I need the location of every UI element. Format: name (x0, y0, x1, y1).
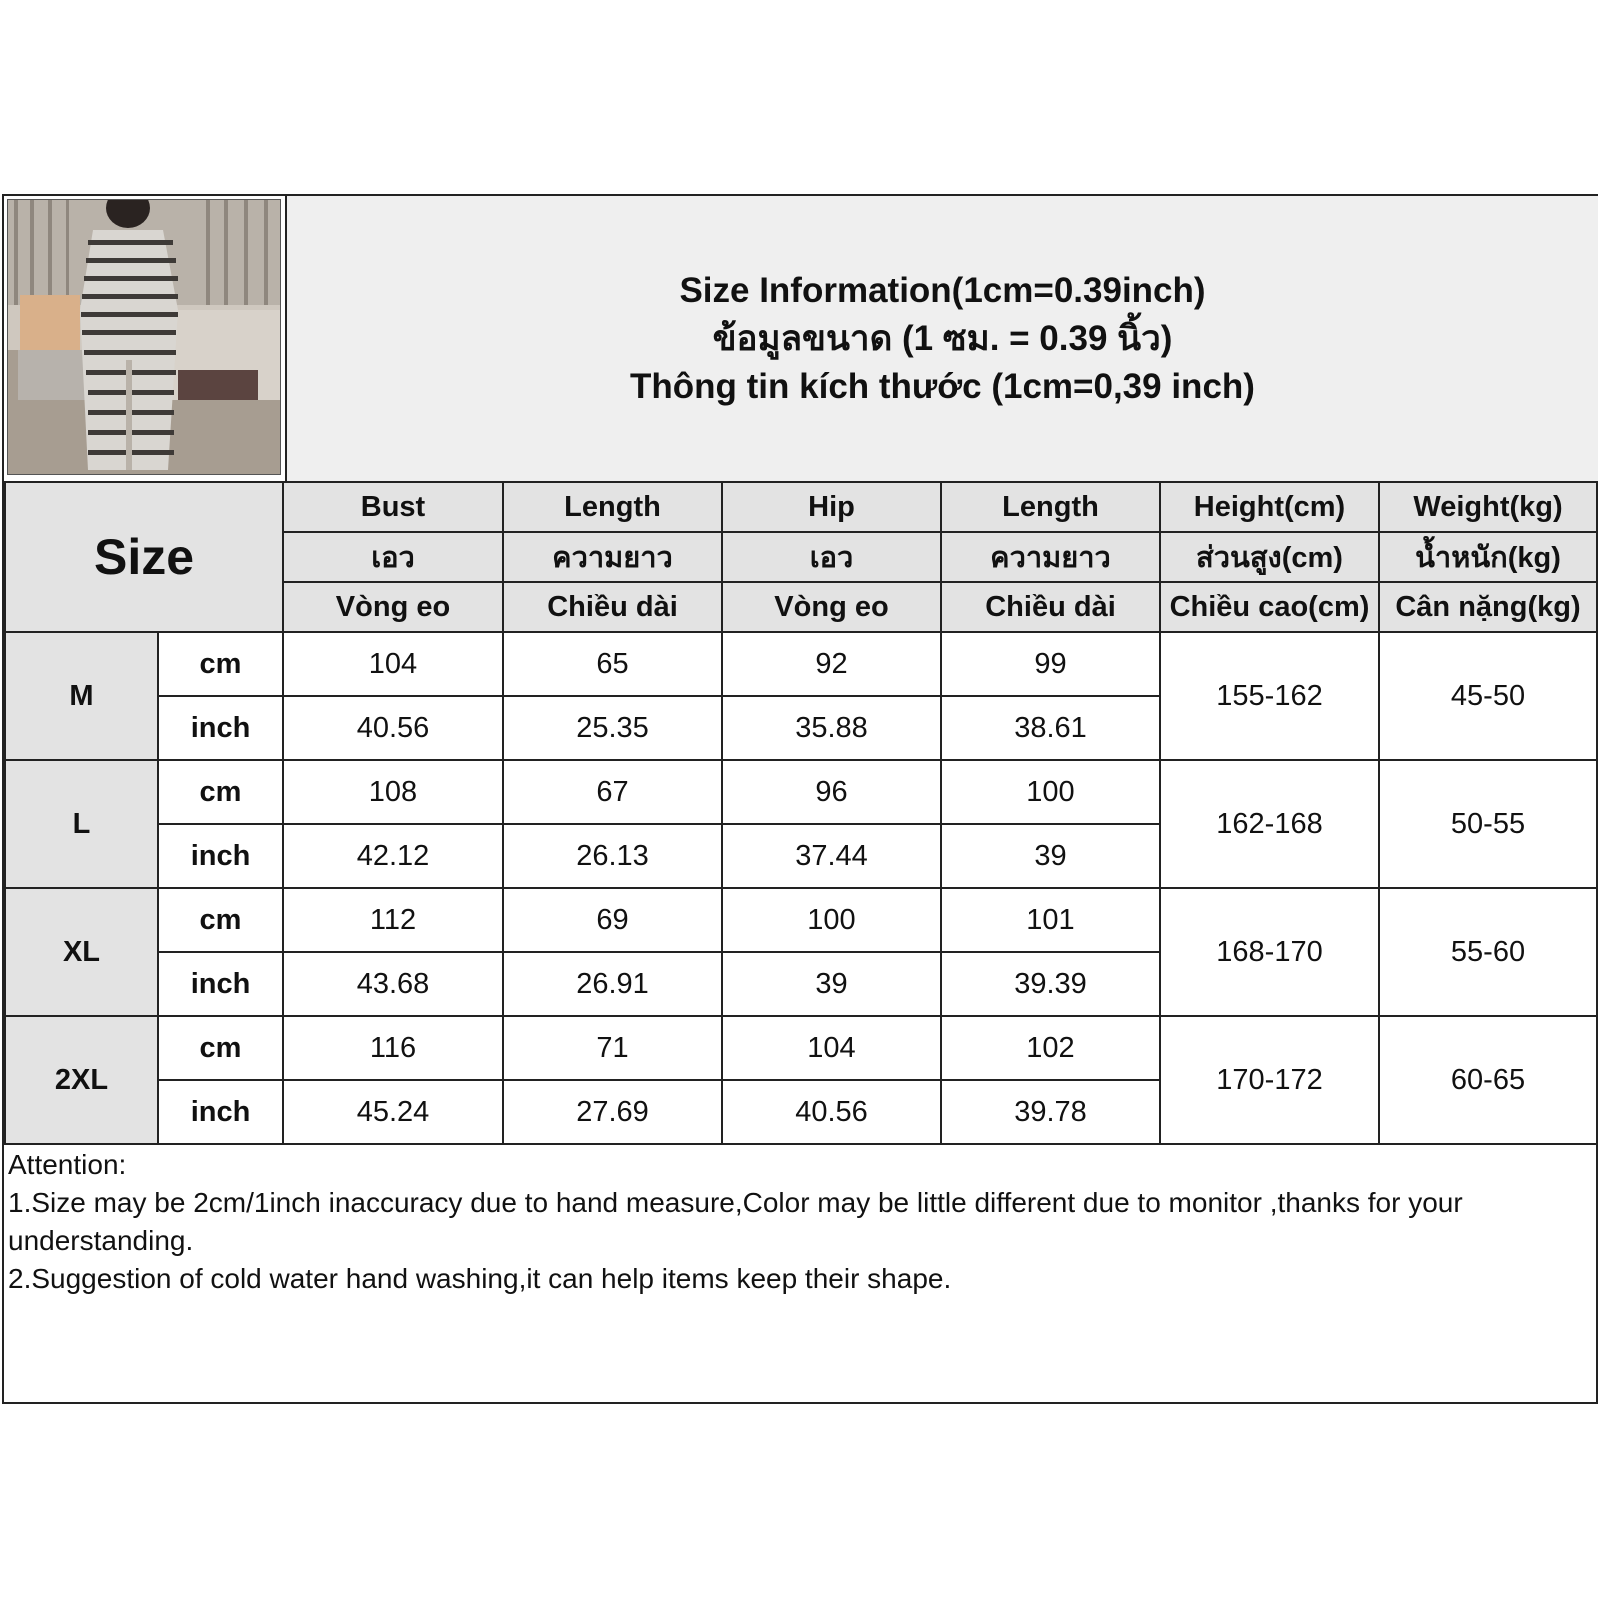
table-row (5, 760, 1597, 824)
note-item: 1.Size may be 2cm/1inch inaccuracy due to hand measure,Color may be little different due to monitor ,thanks for your understanding. (8, 1187, 1463, 1256)
col-length2-vi: Chiều dài (941, 582, 1160, 632)
notes-heading: Attention: (8, 1149, 127, 1180)
table-cell: 99 (941, 632, 1160, 696)
table-cell: 112 (283, 888, 503, 952)
col-bust-en: Bust (283, 482, 503, 532)
table-cell: 25.35 (503, 696, 722, 760)
header-row-english (5, 482, 1597, 532)
table-cell: 26.13 (503, 824, 722, 888)
unit-cm: cm (158, 632, 283, 696)
size-information-title (285, 196, 1598, 481)
unit-inch: inch (158, 696, 283, 760)
table-cell: 69 (503, 888, 722, 952)
col-hip-en: Hip (722, 482, 941, 532)
table-cell: 39.39 (941, 952, 1160, 1016)
table-cell: 38.61 (941, 696, 1160, 760)
product-photo-image (8, 200, 280, 474)
table-cell: 65 (503, 632, 722, 696)
table-cell: 27.69 (503, 1080, 722, 1144)
col-hip-th: เอว (722, 532, 941, 582)
table-cell: 96 (722, 760, 941, 824)
table-cell: 26.91 (503, 952, 722, 1016)
note-item: 2.Suggestion of cold water hand washing,it can help items keep their shape. (8, 1263, 952, 1294)
col-hip-vi: Vòng eo (722, 582, 941, 632)
size-label-2xl: 2XL (5, 1016, 158, 1144)
size-header: Size (5, 482, 283, 632)
attention-notes (8, 1146, 1588, 1298)
col-length-en: Length (503, 482, 722, 532)
table-cell: 104 (722, 1016, 941, 1080)
table-cell: 108 (283, 760, 503, 824)
table-cell: 92 (722, 632, 941, 696)
height-range: 155-162 (1160, 632, 1379, 760)
col-length2-th: ความยาว (941, 532, 1160, 582)
size-label-xl: XL (5, 888, 158, 1016)
table-cell: 45.24 (283, 1080, 503, 1144)
table-cell: 116 (283, 1016, 503, 1080)
table-row (5, 888, 1597, 952)
unit-inch: inch (158, 1080, 283, 1144)
table-cell: 37.44 (722, 824, 941, 888)
unit-cm: cm (158, 888, 283, 952)
unit-inch: inch (158, 824, 283, 888)
table-row (5, 632, 1597, 696)
unit-inch: inch (158, 952, 283, 1016)
table-cell: 102 (941, 1016, 1160, 1080)
col-height-en: Height(cm) (1160, 482, 1379, 532)
title-english: Size Information(1cm=0.39inch) (679, 270, 1206, 310)
col-weight-th: น้ำหนัก(kg) (1379, 532, 1597, 582)
size-label-m: M (5, 632, 158, 760)
unit-cm: cm (158, 1016, 283, 1080)
table-cell: 104 (283, 632, 503, 696)
col-length-th: ความยาว (503, 532, 722, 582)
table-cell: 43.68 (283, 952, 503, 1016)
product-photo (7, 199, 281, 475)
table-cell: 40.56 (283, 696, 503, 760)
table-cell: 40.56 (722, 1080, 941, 1144)
height-range: 170-172 (1160, 1016, 1379, 1144)
size-table (4, 481, 1598, 1145)
table-cell: 39.78 (941, 1080, 1160, 1144)
table-cell: 100 (722, 888, 941, 952)
col-weight-vi: Cân nặng(kg) (1379, 582, 1597, 632)
col-weight-en: Weight(kg) (1379, 482, 1597, 532)
col-height-th: ส่วนสูง(cm) (1160, 532, 1379, 582)
col-length-vi: Chiều dài (503, 582, 722, 632)
weight-range: 60-65 (1379, 1016, 1597, 1144)
height-range: 168-170 (1160, 888, 1379, 1016)
height-range: 162-168 (1160, 760, 1379, 888)
size-label-l: L (5, 760, 158, 888)
size-chart-sheet (2, 194, 1598, 1404)
table-cell: 42.12 (283, 824, 503, 888)
table-cell: 71 (503, 1016, 722, 1080)
col-height-vi: Chiều cao(cm) (1160, 582, 1379, 632)
table-cell: 35.88 (722, 696, 941, 760)
col-bust-th: เอว (283, 532, 503, 582)
table-row (5, 1016, 1597, 1080)
title-vietnamese: Thông tin kích thước (1cm=0,39 inch) (630, 366, 1255, 406)
unit-cm: cm (158, 760, 283, 824)
table-cell: 39 (941, 824, 1160, 888)
table-cell: 39 (722, 952, 941, 1016)
weight-range: 45-50 (1379, 632, 1597, 760)
col-length2-en: Length (941, 482, 1160, 532)
weight-range: 55-60 (1379, 888, 1597, 1016)
table-cell: 67 (503, 760, 722, 824)
title-thai: ข้อมูลขนาด (1 ซม. = 0.39 นิ้ว) (712, 318, 1173, 358)
table-cell: 100 (941, 760, 1160, 824)
col-bust-vi: Vòng eo (283, 582, 503, 632)
weight-range: 50-55 (1379, 760, 1597, 888)
table-cell: 101 (941, 888, 1160, 952)
